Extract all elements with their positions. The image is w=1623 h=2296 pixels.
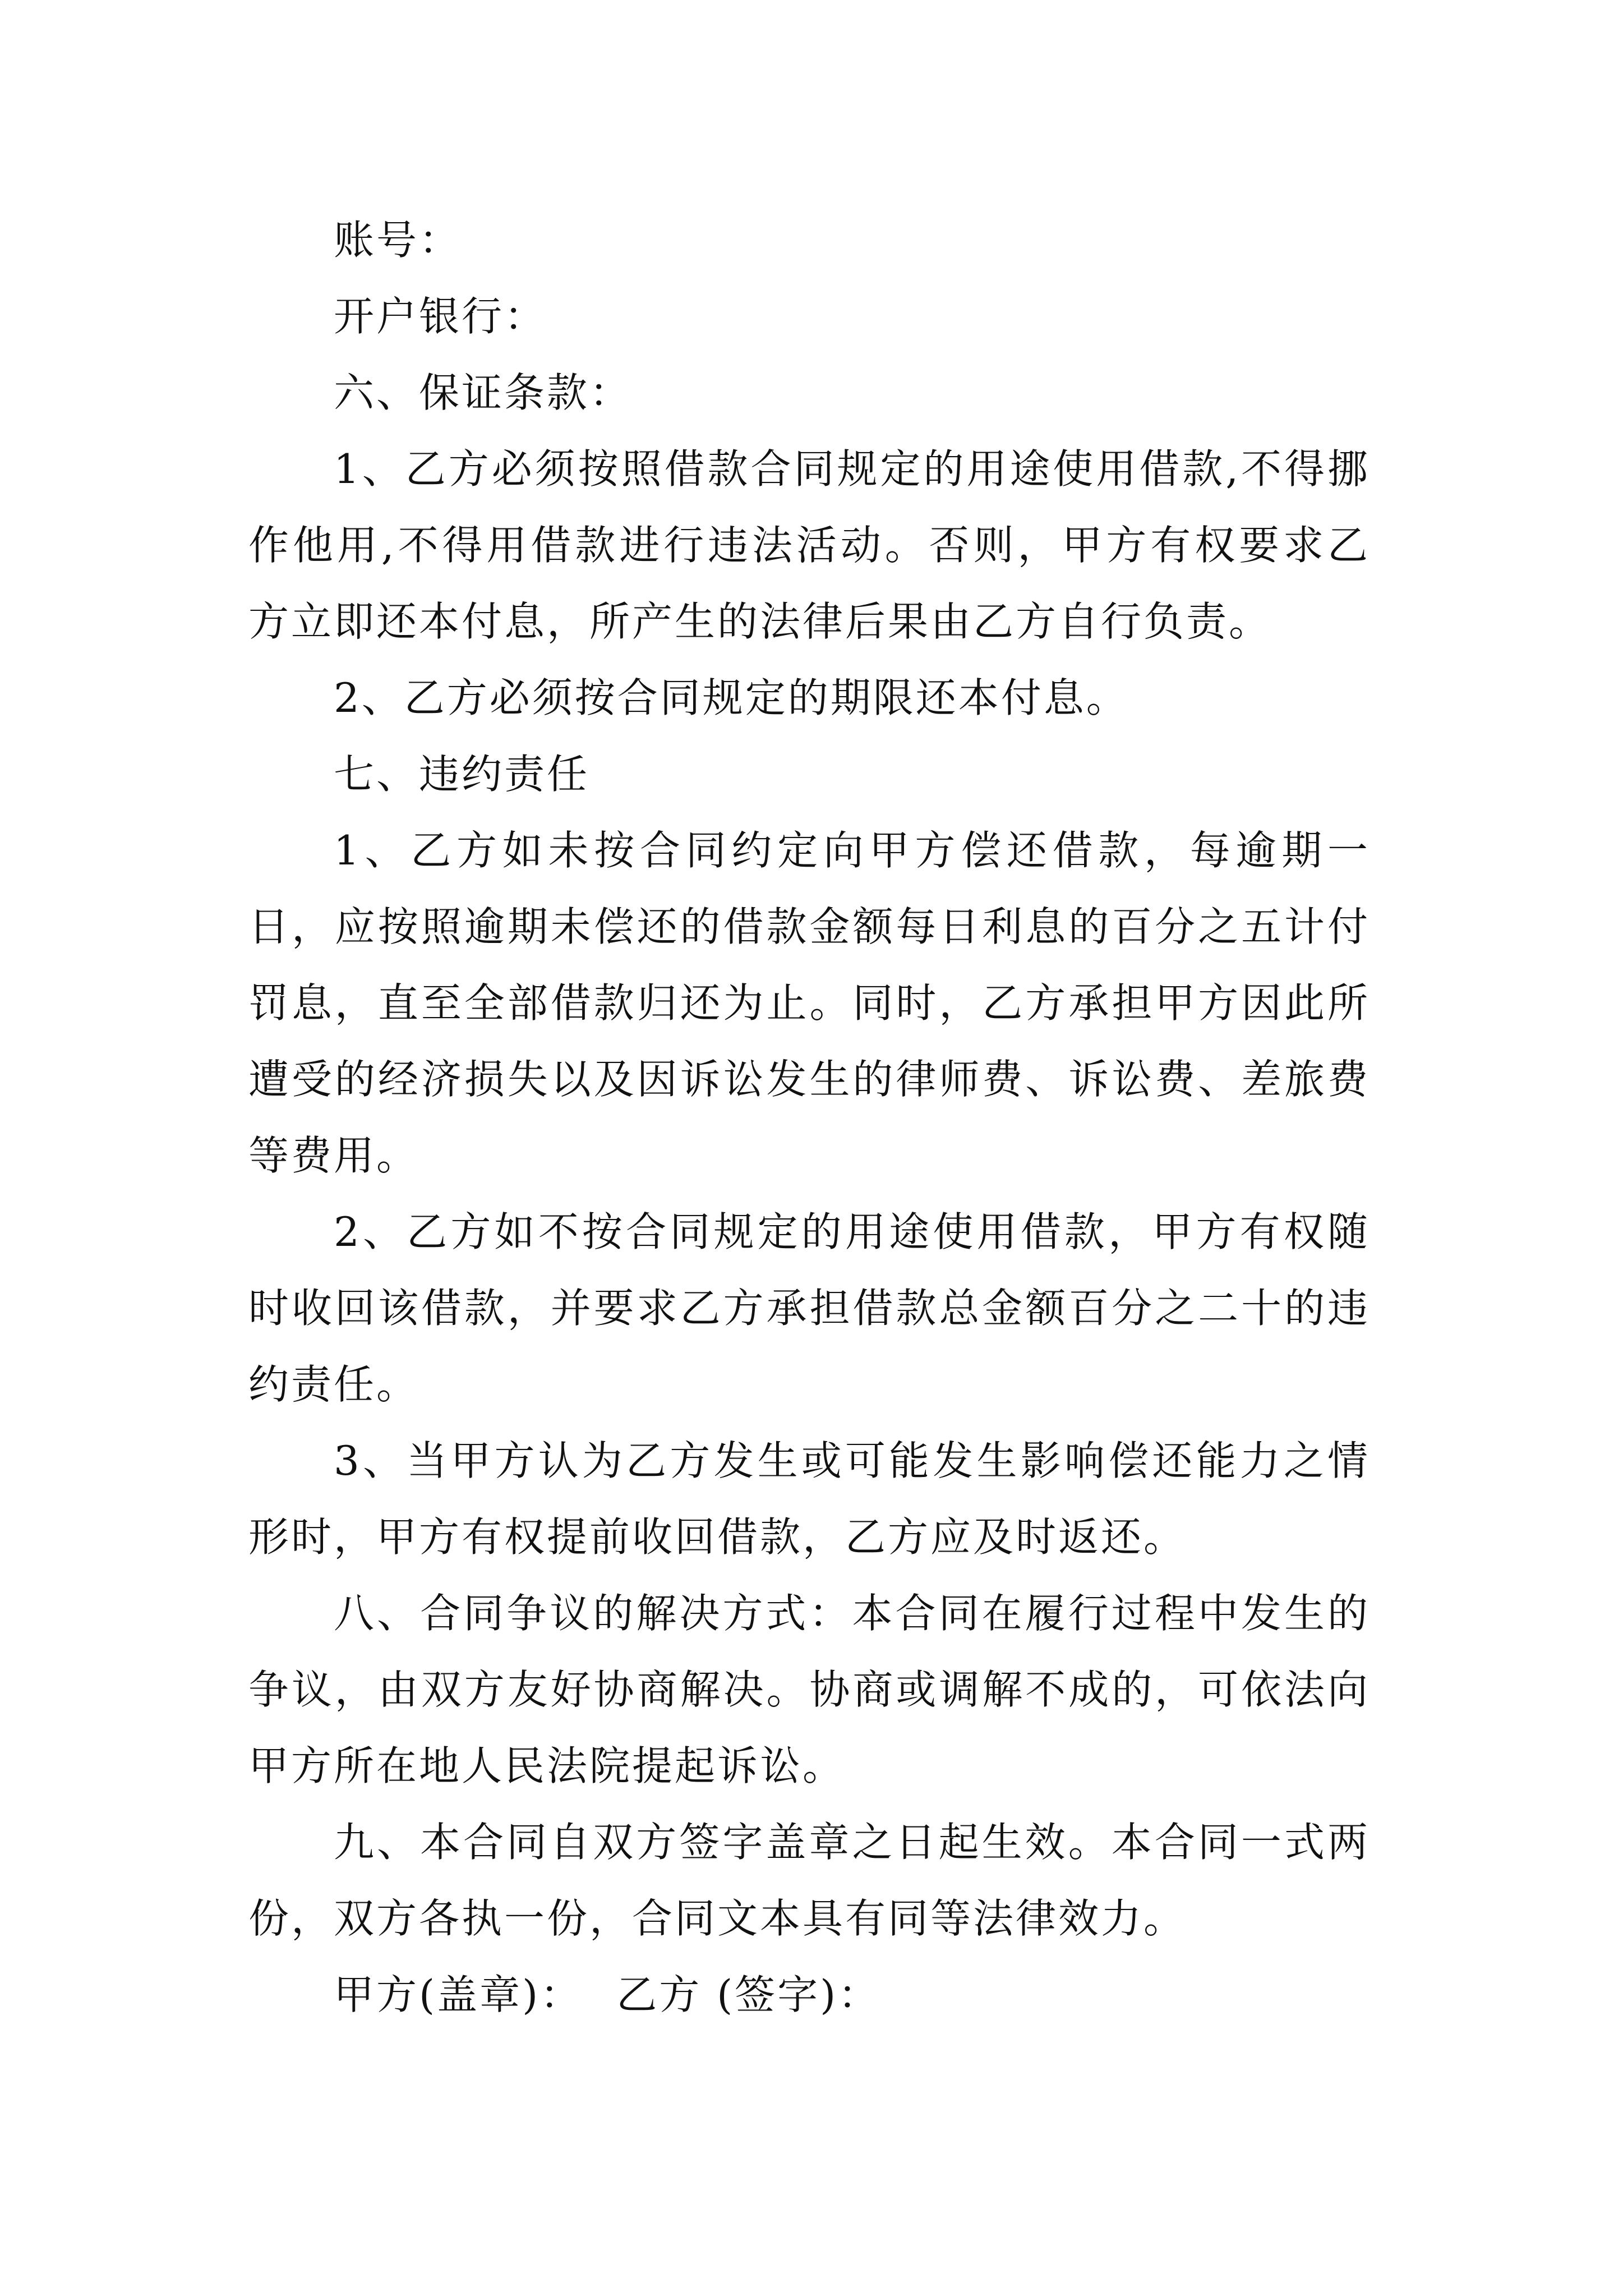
document-body [248,202,1370,2033]
section-7-item-3: 3、当甲方认为乙方发生或可能发生影响偿还能力之情形时，甲方有权提前收回借款，乙方应及时返还。 [248,1437,1370,1561]
section-6-item-2: 2、乙方必须按合同规定的期限还本付息。 [334,674,1129,721]
signature-line [248,1957,1370,2033]
party-b-signature-label: 乙方 (签字)： [616,1971,881,2018]
account-line: 账号： [334,217,462,264]
section-8: 八、合同争议的解决方式：本合同在履行过程中发生的争议，由双方友好协商解决。协商或调解不成的，可依法向甲方所在地人民法院提起诉讼。 [248,1590,1370,1789]
section-7-title: 七、违约责任 [334,751,590,798]
section-7-item-1: 1、乙方如未按合同约定向甲方偿还借款，每逾期一日，应按照逾期未偿还的借款金额每日利息的百分之五计付罚息，直至全部借款归还为止。同时，乙方承担甲方因此所遭受的经济损失以及因诉讼发生的律师费、诉讼费、差旅费等费用。 [248,827,1370,1179]
party-a-signature-label: 甲方(盖章)： [334,1971,583,2018]
section-9: 九、本合同自双方签字盖章之日起生效。本合同一式两份，双方各执一份，合同文本具有同等法律效力。 [248,1819,1370,1942]
section-6-title: 六、保证条款： [334,369,633,416]
section-7-item-2: 2、乙方如不按合同规定的用途使用借款，甲方有权随时收回该借款，并要求乙方承担借款总金额百分之二十的违约责任。 [248,1208,1370,1408]
bank-line: 开户银行： [334,293,547,340]
section-6-item-1: 1、乙方必须按照借款合同规定的用途使用借款,不得挪作他用,不得用借款进行违法活动。否则，甲方有权要求乙方立即还本付息，所产生的法律后果由乙方自行负责。 [248,445,1370,645]
